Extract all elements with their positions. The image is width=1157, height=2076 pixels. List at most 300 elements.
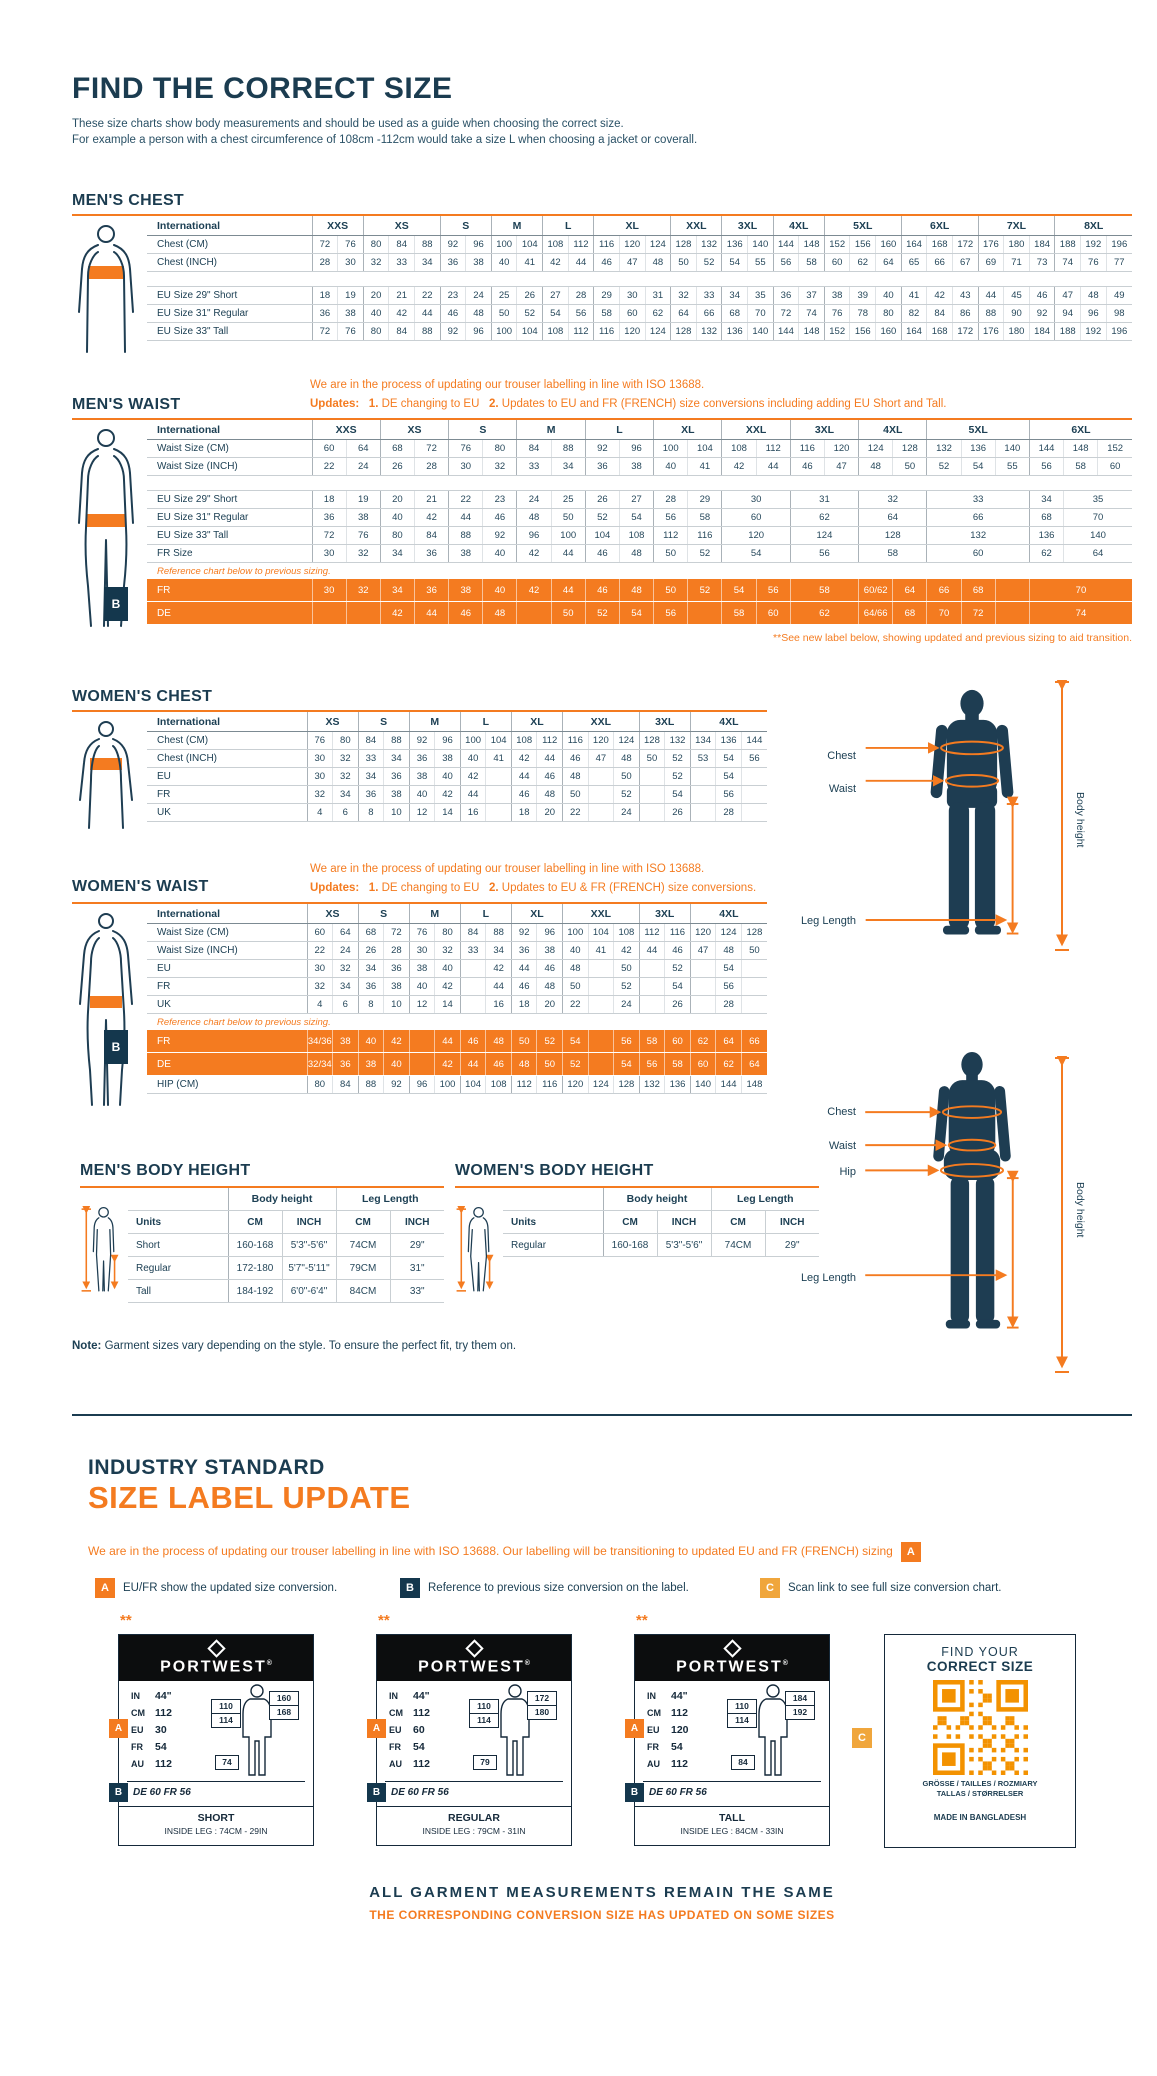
size-cell: 47 <box>1055 287 1081 305</box>
man-waist-label: Waist <box>828 783 856 795</box>
size-cell: 104 <box>688 440 722 458</box>
size-cell: 66 <box>741 1030 767 1053</box>
mens-chest-figure-icon <box>74 224 138 354</box>
row-label: FR <box>147 1030 307 1053</box>
height-measure-box: 184 192 <box>785 1691 815 1720</box>
size-cell: 76 <box>409 924 435 942</box>
size-cell: 46 <box>594 254 620 272</box>
size-cell: 44 <box>639 942 665 960</box>
size-cell: 62 <box>716 1053 742 1076</box>
size-cell: 50 <box>654 579 688 602</box>
size-cell: 64 <box>716 1030 742 1053</box>
size-cell: 50 <box>563 978 589 996</box>
leg-measure-box: 74 <box>215 1755 239 1770</box>
size-cell: 68 <box>380 440 414 458</box>
size-cell: 60 <box>722 509 790 527</box>
bottom-line-2: THE CORRESPONDING CONVERSION SIZE HAS UPDATED ON SOME SIZES <box>369 1908 835 1922</box>
size-cell: 6 <box>333 996 359 1014</box>
woman-figure <box>862 1050 1082 1380</box>
note-line: Note: Garment sizes vary depending on the style. To ensure the perfect fit, try them on. <box>72 1340 517 1352</box>
size-cell: 152 <box>1098 440 1132 458</box>
size-group-header: XXL <box>563 904 640 924</box>
size-cell: 108 <box>543 323 569 341</box>
size-cell: 56 <box>614 1030 640 1053</box>
man-leg-length-label: Leg Length <box>800 915 856 927</box>
size-cell: 140 <box>748 236 774 254</box>
legend-item-c: C Scan link to see full size conversion chart. <box>760 1578 1002 1598</box>
size-cell: 100 <box>654 440 688 458</box>
size-cell: 92 <box>1029 305 1055 323</box>
size-cell: 38 <box>338 305 364 323</box>
size-cell: 34 <box>415 254 441 272</box>
size-cell: 54 <box>961 458 995 476</box>
size-cell: 33 <box>517 458 551 476</box>
mens-chest-heading: MEN'S CHEST <box>72 192 185 209</box>
size-cell: 64 <box>333 924 359 942</box>
size-cell: 36 <box>773 287 799 305</box>
size-cell: 54 <box>722 579 756 602</box>
legend-item-b: B Reference to previous size conversion on the label. <box>400 1578 689 1598</box>
size-group-header: M <box>409 904 460 924</box>
size-group-header: M <box>517 420 585 440</box>
size-cell: 32 <box>483 458 517 476</box>
height-cell: 33" <box>390 1280 444 1303</box>
mens-body-height-heading: MEN'S BODY HEIGHT <box>80 1162 251 1179</box>
mens-chest-table <box>147 216 1132 341</box>
size-cell: 22 <box>312 458 346 476</box>
update-note-line: We are in the process of updating our trouser labelling in line with ISO 13688. <box>310 863 705 875</box>
size-cell <box>312 602 346 625</box>
size-cell: 96 <box>466 323 492 341</box>
size-cell: 40 <box>380 509 414 527</box>
size-cell: 29 <box>688 491 722 509</box>
size-cell: 76 <box>1081 254 1107 272</box>
row-label: Chest (CM) <box>147 732 307 750</box>
size-cell: 40 <box>491 254 517 272</box>
size-cell: 42 <box>511 750 537 768</box>
size-cell: 132 <box>927 440 961 458</box>
size-cell: 64 <box>893 579 927 602</box>
size-cell: 36 <box>358 978 384 996</box>
size-cell: 44 <box>551 579 585 602</box>
size-cell: 32 <box>671 287 697 305</box>
update-note-items: Updates: 1. DE changing to EU 2. Updates to EU & FR (FRENCH) size conversions. <box>310 882 757 894</box>
size-cell: 42 <box>517 545 551 563</box>
size-cell: 33 <box>927 491 1029 509</box>
reference-b-badge: B <box>104 587 128 621</box>
size-cell: 112 <box>639 924 665 942</box>
size-cell: 40 <box>460 750 486 768</box>
size-cell: 46 <box>790 458 824 476</box>
unit-header: INCH <box>657 1211 711 1234</box>
size-cell: 56 <box>716 978 742 996</box>
womens-waist-figure-icon <box>74 912 138 1107</box>
update-note-items: Updates: 1. DE changing to EU 2. Updates to EU and FR (FRENCH) size conversions including adding EU Short and Tall. <box>310 398 947 410</box>
size-cell: 6 <box>333 804 359 822</box>
size-cell: 60 <box>927 545 1029 563</box>
size-cell: 21 <box>414 491 448 509</box>
size-cell: 29 <box>594 287 620 305</box>
size-cell: 32/34 <box>307 1053 333 1076</box>
size-group-header: XXS <box>312 216 363 236</box>
size-cell: 88 <box>415 323 441 341</box>
size-cell: 46 <box>460 1030 486 1053</box>
size-cell: 52 <box>665 768 691 786</box>
size-cell: 180 <box>1004 236 1030 254</box>
size-cell <box>688 602 722 625</box>
size-cell: 67 <box>952 254 978 272</box>
size-cell: 52 <box>927 458 961 476</box>
size-cell: 27 <box>543 287 569 305</box>
height-cell: 29" <box>390 1234 444 1257</box>
previous-sizing-row: DE 60 FR 56 <box>643 1781 821 1802</box>
size-cell: 84 <box>333 1076 359 1094</box>
size-cell: 188 <box>1055 323 1081 341</box>
units-label: Units <box>128 1211 228 1234</box>
size-cell: 108 <box>486 1076 512 1094</box>
size-cell: 116 <box>563 732 589 750</box>
unit-header: CM <box>603 1211 657 1234</box>
size-cell: 84 <box>358 732 384 750</box>
size-cell: 42 <box>380 602 414 625</box>
size-cell: 58 <box>665 1053 691 1076</box>
page-title: FIND THE CORRECT SIZE <box>72 72 453 105</box>
size-cell: 176 <box>978 323 1004 341</box>
woman-body-height-label: Body height <box>1074 1182 1086 1238</box>
height-measure-box: 172 180 <box>527 1691 557 1720</box>
height-group-header: Leg Length <box>336 1188 444 1211</box>
size-cell: 132 <box>639 1076 665 1094</box>
size-group-header: L <box>543 216 594 236</box>
size-cell: 144 <box>716 1076 742 1094</box>
size-cell <box>639 960 665 978</box>
size-cell: 20 <box>380 491 414 509</box>
size-cell: 120 <box>588 732 614 750</box>
label-update-intro: We are in the process of updating our trouser labelling in line with ISO 13688. Our labelling will be transitioning to updated EU and FR (FRENCH) sizing A <box>88 1542 1098 1562</box>
size-cell: 48 <box>1081 287 1107 305</box>
size-group-header: 8XL <box>1055 216 1132 236</box>
size-cell: 80 <box>483 440 517 458</box>
size-cell: 36 <box>409 750 435 768</box>
size-cell: 62 <box>850 254 876 272</box>
previous-sizing-row: DE 60 FR 56 <box>385 1781 563 1802</box>
size-cell: 104 <box>585 527 619 545</box>
size-cell: 20 <box>363 287 389 305</box>
transition-stars: ** <box>378 1612 390 1629</box>
b-badge: B <box>625 1783 644 1802</box>
size-group-header: XXL <box>671 216 722 236</box>
size-cell: 52 <box>614 978 640 996</box>
size-cell: 56 <box>716 786 742 804</box>
size-cell: 52 <box>585 602 619 625</box>
woman-leg-length-label: Leg Length <box>800 1272 856 1284</box>
size-cell: 44 <box>978 287 1004 305</box>
size-group-header: XS <box>307 904 358 924</box>
size-cell: 52 <box>614 786 640 804</box>
size-cell: 54 <box>665 786 691 804</box>
size-cell: 128 <box>614 1076 640 1094</box>
size-cell: 36 <box>585 458 619 476</box>
size-cell: 96 <box>537 924 563 942</box>
size-cell: 140 <box>1064 527 1132 545</box>
size-cell: 36 <box>333 1053 359 1076</box>
size-cell: 96 <box>409 1076 435 1094</box>
size-cell: 58 <box>639 1030 665 1053</box>
size-cell: 58 <box>859 545 927 563</box>
size-cell <box>517 602 551 625</box>
size-cell: 74 <box>1055 254 1081 272</box>
size-cell: 47 <box>824 458 858 476</box>
size-cell: 32 <box>859 491 927 509</box>
size-cell: 54 <box>619 509 653 527</box>
size-cell: 50 <box>614 960 640 978</box>
size-cell: 84 <box>517 440 551 458</box>
height-cell: 84CM <box>336 1280 390 1303</box>
size-cell: 22 <box>307 942 333 960</box>
unit-header: INCH <box>390 1211 444 1234</box>
womens-chest-table <box>147 712 767 822</box>
size-cell: 27 <box>619 491 653 509</box>
size-cell: 26 <box>585 491 619 509</box>
size-cell: 80 <box>435 924 461 942</box>
size-cell: 92 <box>384 1076 410 1094</box>
size-cell: 68 <box>961 579 995 602</box>
size-cell: 46 <box>511 786 537 804</box>
size-cell: 54 <box>722 545 790 563</box>
size-cell <box>486 804 512 822</box>
size-cell: 72 <box>961 602 995 625</box>
size-cell: 104 <box>517 323 543 341</box>
size-cell: 42 <box>384 1030 410 1053</box>
row-label: DE <box>147 602 312 625</box>
size-cell: 24 <box>614 804 640 822</box>
size-cell: 120 <box>619 236 645 254</box>
size-cell: 152 <box>824 236 850 254</box>
size-cell: 120 <box>824 440 858 458</box>
size-cell: 128 <box>639 732 665 750</box>
diamond-icon <box>465 1639 483 1657</box>
size-cell: 16 <box>486 996 512 1014</box>
size-cell: 44 <box>415 305 441 323</box>
size-cell: 25 <box>491 287 517 305</box>
size-cell: 84 <box>414 527 448 545</box>
size-cell: 47 <box>619 254 645 272</box>
size-cell: 80 <box>333 732 359 750</box>
size-cell: 108 <box>619 527 653 545</box>
portwest-logo: PORTWEST® <box>635 1635 829 1681</box>
size-cell: 120 <box>722 527 790 545</box>
size-cell: 168 <box>927 236 953 254</box>
size-cell: 26 <box>380 458 414 476</box>
size-cell: 92 <box>409 732 435 750</box>
b-badge: B <box>109 1783 128 1802</box>
size-cell: 36 <box>358 786 384 804</box>
size-cell <box>588 768 614 786</box>
unit-header: INCH <box>282 1211 336 1234</box>
size-cell: 140 <box>690 1076 716 1094</box>
size-cell: 34 <box>722 287 748 305</box>
label-card-footer: TALL INSIDE LEG : 84CM - 33IN <box>635 1806 829 1845</box>
size-cell: 100 <box>460 732 486 750</box>
size-cell: 52 <box>563 1053 589 1076</box>
size-group-header: 4XL <box>690 712 767 732</box>
size-cell: 144 <box>773 323 799 341</box>
size-table <box>147 712 767 822</box>
size-cell: 69 <box>978 254 1004 272</box>
size-cell: 54 <box>543 305 569 323</box>
size-cell: 28 <box>716 996 742 1014</box>
size-cell: 42 <box>435 978 461 996</box>
legend-item-a: A EU/FR show the updated size conversion. <box>95 1578 337 1598</box>
size-cell: 44 <box>435 1030 461 1053</box>
size-label-card <box>372 1612 572 1846</box>
size-cell: 38 <box>449 545 483 563</box>
size-cell: 46 <box>449 602 483 625</box>
size-cell: 76 <box>338 236 364 254</box>
reference-b-badge: B <box>104 1030 128 1064</box>
c-badge: C <box>852 1728 872 1748</box>
label-card-box <box>372 1634 572 1846</box>
row-label: Waist Size (INCH) <box>147 458 312 476</box>
size-cell: 38 <box>824 287 850 305</box>
size-cell: 56 <box>654 509 688 527</box>
size-cell: 34/36 <box>307 1030 333 1053</box>
size-cell: 34 <box>333 978 359 996</box>
size-cell: 34 <box>486 942 512 960</box>
size-cell: 148 <box>799 323 825 341</box>
size-group-header: XXL <box>563 712 640 732</box>
mens-waist-footnote: **See new label below, showing updated and previous sizing to aid transition. <box>773 632 1132 644</box>
qr-code <box>933 1680 1028 1775</box>
fit-label: Tall <box>128 1280 228 1303</box>
size-cell: 180 <box>1004 323 1030 341</box>
size-cell: 164 <box>901 323 927 341</box>
size-group-header: S <box>358 904 409 924</box>
size-cell: 76 <box>824 305 850 323</box>
mens-waist-update-note <box>310 376 946 414</box>
woman-chest-label: Chest <box>827 1106 856 1118</box>
size-cell: 124 <box>645 323 671 341</box>
size-cell: 53 <box>690 750 716 768</box>
size-cell: 41 <box>486 750 512 768</box>
size-cell: 64/66 <box>859 602 893 625</box>
size-cell: 42 <box>460 768 486 786</box>
size-cell: 28 <box>568 287 594 305</box>
size-cell: 50 <box>537 1053 563 1076</box>
size-cell: 48 <box>716 942 742 960</box>
size-cell: 66 <box>927 579 961 602</box>
size-cell: 35 <box>748 287 774 305</box>
size-cell: 46 <box>1029 287 1055 305</box>
size-cell: 20 <box>537 804 563 822</box>
size-cell: 35 <box>1064 491 1132 509</box>
womens-body-height-table <box>503 1188 819 1257</box>
size-cell: 112 <box>568 236 594 254</box>
size-cell: 84 <box>389 236 415 254</box>
height-group-header: Leg Length <box>711 1188 819 1211</box>
size-cell: 22 <box>563 996 589 1014</box>
size-cell: 28 <box>654 491 688 509</box>
size-cell: 108 <box>543 236 569 254</box>
size-cell: 112 <box>756 440 790 458</box>
update-note-line: We are in the process of updating our trouser labelling in line with ISO 13688. <box>310 379 705 391</box>
size-cell: 44 <box>756 458 790 476</box>
size-cell: 96 <box>1081 305 1107 323</box>
size-cell: 104 <box>460 1076 486 1094</box>
size-cell: 196 <box>1106 323 1132 341</box>
size-cell: 164 <box>901 236 927 254</box>
woman-waist-label: Waist <box>828 1140 856 1152</box>
size-cell: 46 <box>511 978 537 996</box>
size-cell <box>690 996 716 1014</box>
size-cell: 26 <box>665 996 691 1014</box>
size-cell: 8 <box>358 804 384 822</box>
label-card-box <box>114 1634 314 1846</box>
size-cell: 48 <box>483 602 517 625</box>
size-cell: 58 <box>799 254 825 272</box>
size-cell: 38 <box>333 1030 359 1053</box>
qr-card-line1: FIND YOUR <box>941 1645 1019 1659</box>
size-cell: 70 <box>1029 579 1132 602</box>
height-group-header: Body height <box>228 1188 336 1211</box>
size-cell: 124 <box>588 1076 614 1094</box>
size-cell: 71 <box>1004 254 1030 272</box>
size-cell: 30 <box>307 768 333 786</box>
size-cell: 46 <box>563 750 589 768</box>
size-cell: 18 <box>312 287 338 305</box>
size-cell: 44 <box>537 750 563 768</box>
womens-chest-heading: WOMEN'S CHEST <box>72 688 213 705</box>
col-header-label: International <box>147 216 312 236</box>
row-label: Waist Size (CM) <box>147 924 307 942</box>
b-badge: B <box>400 1578 420 1598</box>
size-cell: 52 <box>688 579 722 602</box>
size-cell: 156 <box>850 323 876 341</box>
size-cell: 34 <box>358 960 384 978</box>
size-cell: 62 <box>790 602 858 625</box>
mens-body-height-table <box>128 1188 444 1303</box>
size-cell: 144 <box>1029 440 1063 458</box>
size-cell: 38 <box>409 768 435 786</box>
size-group-header: 5XL <box>824 216 901 236</box>
size-cell: 136 <box>1029 527 1063 545</box>
size-cell: 70 <box>927 602 961 625</box>
size-cell: 12 <box>409 804 435 822</box>
size-group-header: 7XL <box>978 216 1055 236</box>
size-cell: 46 <box>537 768 563 786</box>
mens-waist-table-wrap <box>72 418 1132 625</box>
size-cell: 55 <box>995 458 1029 476</box>
size-cell: 47 <box>588 750 614 768</box>
size-cell: 64 <box>741 1053 767 1076</box>
size-cell <box>588 978 614 996</box>
size-cell: 80 <box>876 305 902 323</box>
size-cell: 26 <box>665 804 691 822</box>
size-cell: 36 <box>414 545 448 563</box>
label-cards-row <box>114 1612 830 1846</box>
label-size-rows: IN 44" CM 112 EU 60 FR 54 AU 112 <box>389 1689 430 1770</box>
size-cell: 132 <box>665 732 691 750</box>
size-cell: 22 <box>563 804 589 822</box>
size-cell: 58 <box>688 509 722 527</box>
woman-hip-label: Hip <box>839 1166 856 1178</box>
size-cell: 100 <box>563 924 589 942</box>
leg-measure-box: 79 <box>473 1755 497 1770</box>
size-cell: 46 <box>585 579 619 602</box>
size-cell: 42 <box>517 579 551 602</box>
size-cell: 128 <box>859 527 927 545</box>
size-cell: 50 <box>563 786 589 804</box>
